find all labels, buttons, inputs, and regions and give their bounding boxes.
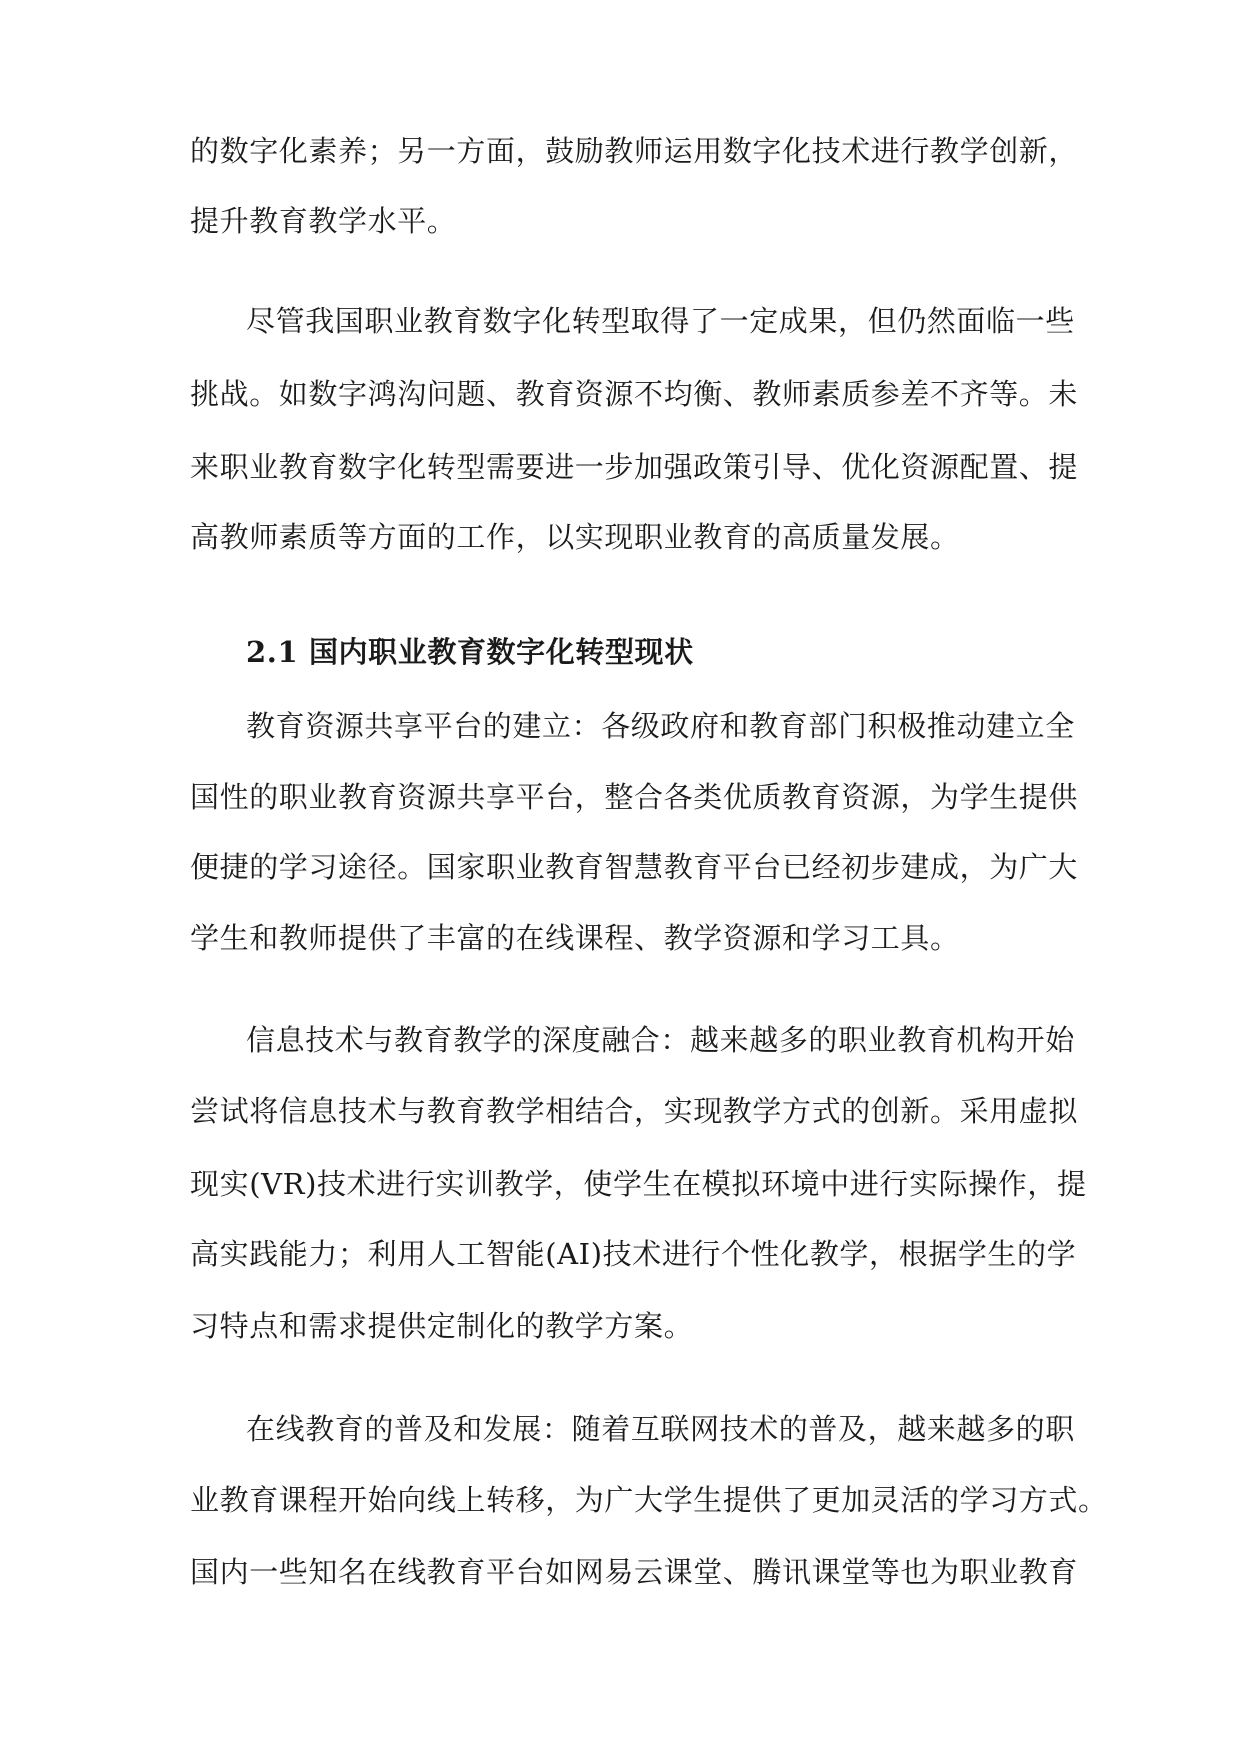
paragraph-line: 高教师素质等方面的工作，以实现职业教育的高质量发展。 [190,520,960,554]
paragraph-line: 习特点和需求提供定制化的教学方案。 [190,1309,694,1343]
paragraph-line: 在线教育的普及和发展：随着互联网技术的普及，越来越多的职 [246,1412,1075,1446]
paragraph-line: 信息技术与教育教学的深度融合：越来越多的职业教育机构开始 [246,1023,1075,1057]
paragraph-line: 教育资源共享平台的建立：各级政府和教育部门积极推动建立全 [246,709,1075,743]
paragraph-line: 便捷的学习途径。国家职业教育智慧教育平台已经初步建成，为广大 [190,850,1079,884]
paragraph-line: 挑战。如数字鸿沟问题、教育资源不均衡、教师素质参差不齐等。未 [190,377,1079,411]
paragraph-line: 尝试将信息技术与教育教学相结合，实现教学方式的创新。采用虚拟 [190,1094,1079,1128]
paragraph-line: 国性的职业教育资源共享平台，整合各类优质教育资源，为学生提供 [190,780,1079,814]
paragraph-line: 的数字化素养；另一方面，鼓励教师运用数字化技术进行教学创新， [190,134,1079,168]
paragraph-line: 国内一些知名在线教育平台如网易云课堂、腾讯课堂等也为职业教育 [190,1555,1079,1589]
paragraph-line: 现实(VR)技术进行实训教学，使学生在模拟环境中进行实际操作，提 [190,1167,1087,1201]
paragraph-line: 尽管我国职业教育数字化转型取得了一定成果，但仍然面临一些 [246,304,1075,338]
paragraph-line: 学生和教师提供了丰富的在线课程、教学资源和学习工具。 [190,921,960,955]
paragraph-line: 高实践能力；利用人工智能(AI)技术进行个性化教学，根据学生的学 [190,1237,1077,1271]
section-heading: 2.1 国内职业教育数字化转型现状 [246,635,694,669]
paragraph-line: 来职业教育数字化转型需要进一步加强政策引导、优化资源配置、提 [190,450,1079,484]
paragraph-line: 业教育课程开始向线上转移，为广大学生提供了更加灵活的学习方式。 [190,1483,1108,1517]
paragraph-line: 提升教育教学水平。 [190,204,457,238]
